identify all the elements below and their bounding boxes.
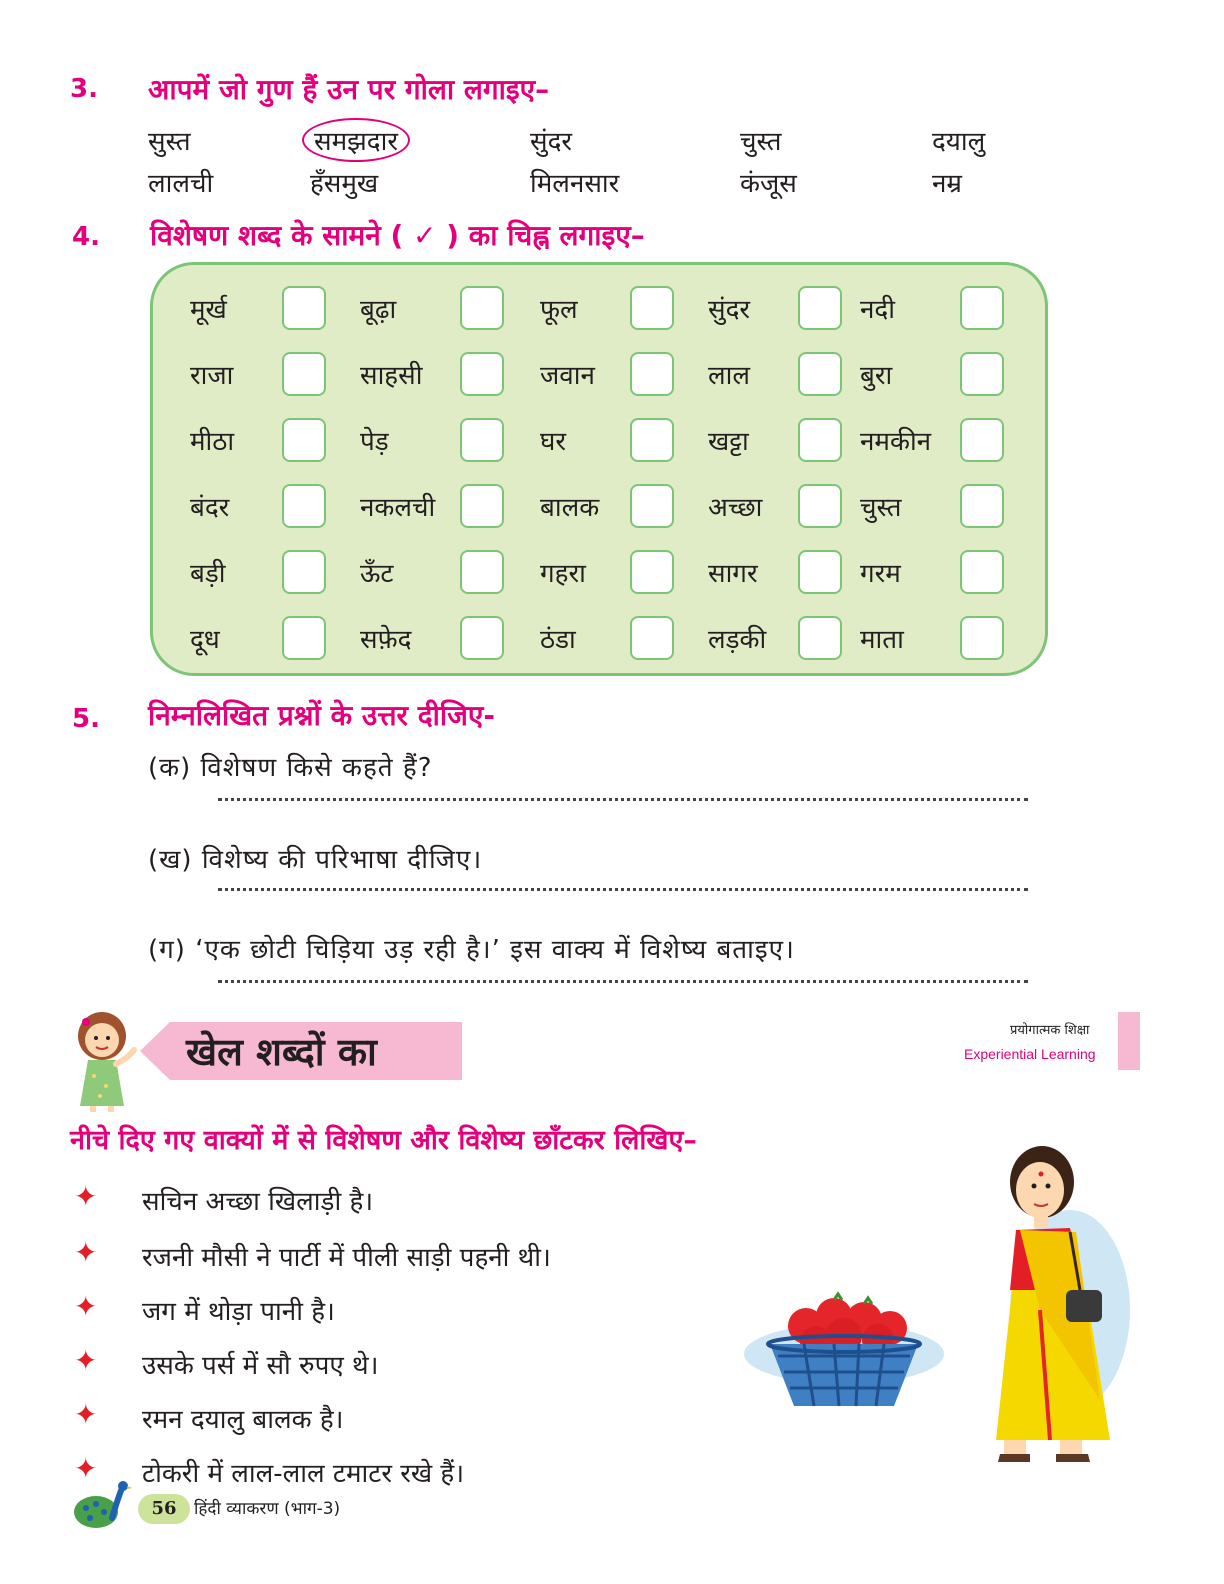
grid-word: सफ़ेद (360, 625, 412, 655)
q3-word[interactable]: हँसमुख (310, 169, 379, 199)
answer-checkbox[interactable] (630, 484, 674, 528)
star-bullet-icon: ✦ (74, 1180, 98, 1213)
grid-word: बालक (540, 493, 600, 523)
q3-word[interactable]: चुस्त (740, 127, 782, 157)
grid-word: माता (860, 625, 904, 655)
grid-word: राजा (190, 361, 234, 391)
answer-checkbox[interactable] (460, 286, 504, 330)
grid-word: साहसी (360, 361, 423, 391)
grid-word: खट्टा (708, 427, 749, 457)
grid-word: ठंडा (540, 625, 576, 655)
answer-checkbox[interactable] (630, 286, 674, 330)
girl-illustration (66, 1006, 152, 1112)
q5-number: 5. (72, 704, 100, 734)
q3-word[interactable]: लालची (148, 169, 214, 199)
q3-word[interactable]: नम्र (932, 169, 962, 199)
q3-word[interactable]: कंजूस (740, 169, 797, 199)
grid-word: नदी (860, 295, 895, 325)
q3-word[interactable]: दयालु (932, 127, 986, 157)
grid-word: पेड़ (360, 427, 389, 457)
answer-checkbox[interactable] (630, 418, 674, 462)
answer-checkbox[interactable] (282, 286, 326, 330)
activity-sentence: सचिन अच्छा खिलाड़ी है। (142, 1187, 374, 1217)
answer-checkbox[interactable] (960, 418, 1004, 462)
woman-illustration (980, 1140, 1140, 1484)
grid-word: गरम (860, 559, 901, 589)
star-bullet-icon: ✦ (74, 1344, 98, 1377)
grid-word: लड़की (708, 625, 767, 655)
answer-checkbox[interactable] (282, 484, 326, 528)
star-bullet-icon: ✦ (74, 1290, 98, 1323)
q3-word[interactable]: सुंदर (530, 127, 573, 157)
answer-checkbox[interactable] (798, 352, 842, 396)
answer-line-b[interactable] (218, 888, 1028, 891)
tomato-basket-illustration (744, 1284, 954, 1424)
answer-checkbox[interactable] (798, 616, 842, 660)
answer-checkbox[interactable] (282, 550, 326, 594)
q5-question-b: (ख) विशेष्य की परिभाषा दीजिए। (148, 845, 483, 875)
grid-word: मूर्ख (190, 295, 227, 325)
experiential-tag-hindi: प्रयोगात्मक शिक्षा (1010, 1023, 1090, 1038)
answer-checkbox[interactable] (630, 352, 674, 396)
grid-word: फूल (540, 295, 578, 325)
q3-word[interactable]: मिलनसार (530, 169, 620, 199)
activity-banner-title: खेल शब्दों का (186, 1030, 377, 1074)
grid-word: बूढ़ा (360, 295, 397, 325)
answer-checkbox[interactable] (282, 616, 326, 660)
grid-word: लाल (708, 361, 750, 391)
peacock-icon (72, 1478, 134, 1534)
page-number: 56 (138, 1494, 190, 1524)
q4-title: विशेषण शब्द के सामने ( ✓ ) का चिह्न लगाइए– (150, 219, 645, 252)
answer-checkbox[interactable] (798, 418, 842, 462)
grid-word: नमकीन (860, 427, 932, 457)
star-bullet-icon: ✦ (74, 1236, 98, 1269)
answer-checkbox[interactable] (460, 418, 504, 462)
answer-line-c[interactable] (218, 980, 1028, 983)
grid-word: सुंदर (708, 295, 751, 325)
activity-sentence: उसके पर्स में सौ रुपए थे। (142, 1351, 379, 1381)
grid-word: मीठा (190, 427, 235, 457)
activity-sentence: रजनी मौसी ने पार्टी में पीली साड़ी पहनी थी। (142, 1243, 551, 1273)
star-bullet-icon: ✦ (74, 1398, 98, 1431)
grid-word: बंदर (190, 493, 230, 523)
grid-word: सागर (708, 559, 758, 589)
answer-checkbox[interactable] (960, 550, 1004, 594)
q5-title: निम्नलिखित प्रश्नों के उत्तर दीजिए- (148, 699, 495, 732)
answer-checkbox[interactable] (630, 550, 674, 594)
activity-instruction: नीचे दिए गए वाक्यों में से विशेषण और विशेष्य छाँटकर लिखिए– (70, 1125, 697, 1156)
answer-checkbox[interactable] (460, 352, 504, 396)
answer-checkbox[interactable] (630, 616, 674, 660)
star-bullet-icon: ✦ (74, 1452, 98, 1485)
grid-word: अच्छा (708, 493, 763, 523)
book-title: हिंदी व्याकरण (भाग-3) (194, 1499, 341, 1519)
answer-checkbox[interactable] (460, 550, 504, 594)
answer-checkbox[interactable] (460, 616, 504, 660)
answer-checkbox[interactable] (960, 286, 1004, 330)
experiential-tag-bar (1118, 1012, 1140, 1070)
q4-number: 4. (72, 222, 100, 252)
grid-word: घर (540, 427, 567, 457)
answer-line-a[interactable] (218, 798, 1028, 801)
q3-word[interactable]: सुस्त (148, 127, 191, 157)
answer-checkbox[interactable] (798, 484, 842, 528)
answer-checkbox[interactable] (798, 550, 842, 594)
answer-checkbox[interactable] (282, 418, 326, 462)
q5-question-c: (ग) ‘एक छोटी चिड़िया उड़ रही है।’ इस वाक्य में विशेष्य बताइए। (148, 935, 795, 965)
answer-checkbox[interactable] (960, 484, 1004, 528)
grid-word: जवान (540, 361, 595, 391)
grid-word: ऊँट (360, 559, 394, 589)
answer-checkbox[interactable] (798, 286, 842, 330)
q3-word-circled[interactable]: समझदार (302, 118, 410, 162)
q3-number: 3. (70, 74, 98, 104)
answer-checkbox[interactable] (960, 352, 1004, 396)
q3-title: आपमें जो गुण हैं उन पर गोला लगाइए– (148, 73, 550, 106)
answer-checkbox[interactable] (460, 484, 504, 528)
answer-checkbox[interactable] (282, 352, 326, 396)
grid-word: बुरा (860, 361, 893, 391)
grid-word: नकलची (360, 493, 436, 523)
activity-sentence: टोकरी में लाल-लाल टमाटर रखे हैं। (142, 1459, 465, 1489)
q5-question-a: (क) विशेषण किसे कहते हैं? (148, 753, 433, 783)
grid-word: बड़ी (190, 559, 226, 589)
activity-sentence: रमन दयालु बालक है। (142, 1405, 344, 1435)
activity-sentence: जग में थोड़ा पानी है। (142, 1297, 335, 1327)
grid-word: दूध (190, 625, 220, 655)
experiential-tag-english: Experiential Learning (964, 1046, 1096, 1062)
grid-word: चुस्त (860, 493, 902, 523)
answer-checkbox[interactable] (960, 616, 1004, 660)
grid-word: गहरा (540, 559, 586, 589)
